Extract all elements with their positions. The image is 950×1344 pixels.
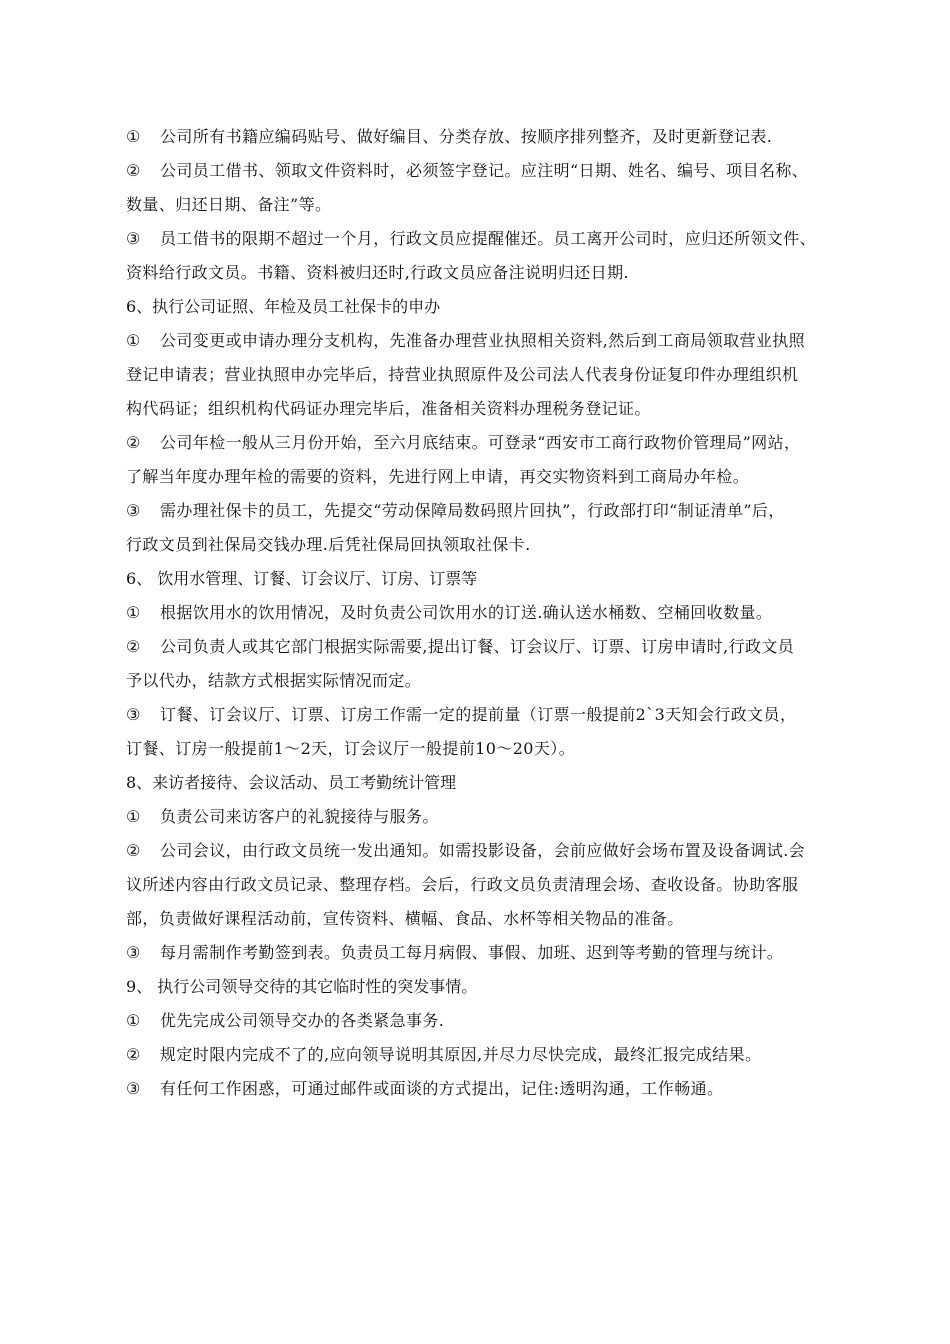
text-line <box>126 426 832 460</box>
text-line <box>126 494 832 528</box>
line-text: 议所述内容由行政文员记录、整理存档。会后，行政文员负责清理会场、查收设备。协助客服 <box>126 875 799 894</box>
list-marker: ③ <box>126 705 141 724</box>
line-text: 公司员工借书、领取文件资料时，必须签字登记。应注明“日期、姓名、编号、项目名称、 <box>160 161 809 180</box>
line-text: 员工借书的限期不超过一个月，行政文员应提醒催还。员工离开公司时，应归还所领文件、 <box>160 229 817 248</box>
list-marker: ② <box>126 841 141 860</box>
line-text: 予以代办，结款方式根据实际情况而定。 <box>126 671 422 690</box>
line-text: 每月需制作考勤签到表。负责员工每月病假、事假、加班、迟到等考勤的管理与统计。 <box>160 943 784 962</box>
line-text: 需办理社保卡的员工，先提交“劳动保障局数码照片回执”，行政部打印“制证清单”后， <box>160 501 785 520</box>
line-text: 公司变更或申请办理分支机构，先准备办理营业执照相关资料,然后到工商局领取营业执照 <box>160 331 806 350</box>
text-line <box>126 868 832 902</box>
text-line <box>126 222 832 256</box>
text-line <box>126 528 832 562</box>
text-line <box>126 834 832 868</box>
text-line <box>126 800 832 834</box>
section-heading <box>126 970 832 1004</box>
section-heading <box>126 562 832 596</box>
text-line <box>126 188 832 222</box>
text-line <box>126 154 832 188</box>
text-line <box>126 120 832 154</box>
line-text: 有任何工作困惑，可通过邮件或面谈的方式提出，记住:透明沟通，工作畅通。 <box>160 1079 724 1098</box>
line-text: 负责公司来访客户的礼貌接待与服务。 <box>160 807 439 826</box>
text-line <box>126 698 832 732</box>
list-marker: ① <box>126 1011 141 1030</box>
line-text: 公司所有书籍应编码贴号、做好编目、分类存放、按顺序排列整齐，及时更新登记表. <box>160 127 773 146</box>
text-line <box>126 1072 832 1106</box>
line-text: 登记申请表；营业执照申办完毕后，持营业执照原件及公司法人代表身份证复印件办理组织机 <box>126 365 799 384</box>
line-text: 资料给行政文员。书籍、资料被归还时,行政文员应备注说明归还日期. <box>126 263 629 282</box>
list-marker: ③ <box>126 501 141 520</box>
list-marker: ② <box>126 1045 141 1064</box>
list-marker: ③ <box>126 229 141 248</box>
list-marker: ② <box>126 161 141 180</box>
list-marker: ② <box>126 433 141 452</box>
line-text: 根据饮用水的饮用情况，及时负责公司饮用水的订送.确认送水桶数、空桶回收数量。 <box>160 603 773 622</box>
heading-text: 8、来访者接待、会议活动、员工考勤统计管理 <box>126 773 457 792</box>
line-text: 数量、归还日期、备注”等。 <box>126 195 332 214</box>
section-heading <box>126 290 832 324</box>
line-text: 部，负责做好课程活动前，宣传资料、横幅、食品、水杯等相关物品的准备。 <box>126 909 684 928</box>
text-line <box>126 256 832 290</box>
line-text: 公司会议，由行政文员统一发出通知。如需投影设备，会前应做好会场布置及设备调试.会 <box>160 841 806 860</box>
line-text: 行政文员到社保局交钱办理.后凭社保局回执领取社保卡. <box>126 535 531 554</box>
text-line <box>126 392 832 426</box>
line-text: 公司负责人或其它部门根据实际需要,提出订餐、订会议厅、订票、订房申请时,行政文员 <box>160 637 795 656</box>
text-line <box>126 936 832 970</box>
text-line <box>126 460 832 494</box>
text-line <box>126 1038 832 1072</box>
list-marker: ① <box>126 331 141 350</box>
heading-text: 6、执行公司证照、年检及员工社保卡的申办 <box>126 297 441 316</box>
line-text: 了解当年度办理年检的需要的资料，先进行网上申请，再交实物资料到工商局办年检。 <box>126 467 750 486</box>
line-text: 构代码证；组织机构代码证办理完毕后，准备相关资料办理税务登记证。 <box>126 399 651 418</box>
list-marker: ③ <box>126 1079 141 1098</box>
text-line <box>126 324 832 358</box>
heading-text: 6、 饮用水管理、订餐、订会议厅、订房、订票等 <box>126 569 478 588</box>
list-marker: ② <box>126 637 141 656</box>
text-line <box>126 630 832 664</box>
section-heading <box>126 766 832 800</box>
list-marker: ① <box>126 127 141 146</box>
line-text: 规定时限内完成不了的,应向领导说明其原因,并尽力尽快完成，最终汇报完成结果。 <box>160 1045 762 1064</box>
list-marker: ① <box>126 603 141 622</box>
text-line <box>126 664 832 698</box>
line-text: 优先完成公司领导交办的各类紧急事务. <box>160 1011 445 1030</box>
heading-text: 9、 执行公司领导交待的其它临时性的突发事情。 <box>126 977 478 996</box>
text-line <box>126 732 832 766</box>
text-line <box>126 358 832 392</box>
list-marker: ③ <box>126 943 141 962</box>
text-line <box>126 596 832 630</box>
text-line <box>126 1004 832 1038</box>
line-text: 订餐、订房一般提前1～2天，订会议厅一般提前10～20天）。 <box>126 739 576 758</box>
line-text: 订餐、订会议厅、订票、订房工作需一定的提前量（订票一般提前2`3天知会行政文员， <box>160 705 797 724</box>
list-marker: ① <box>126 807 141 826</box>
text-line <box>126 902 832 936</box>
document-page <box>126 120 832 1106</box>
line-text: 公司年检一般从三月份开始，至六月底结束。可登录“西安市工商行政物价管理局”网站， <box>160 433 801 452</box>
